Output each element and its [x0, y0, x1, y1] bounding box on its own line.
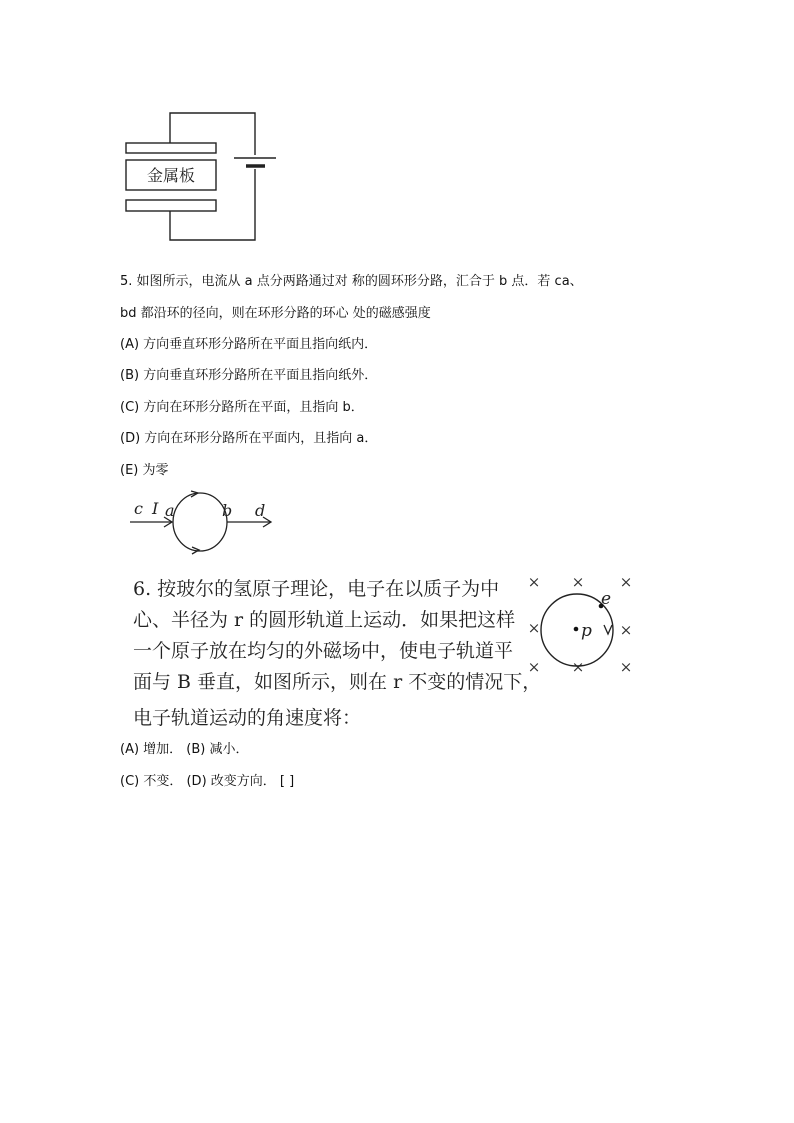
q6-stem-line4: 面与 B 垂直，如图所示，则在 r 不变的情况下，	[133, 671, 542, 693]
top-wire	[170, 113, 255, 155]
field-cross: ×	[619, 573, 633, 591]
orbit-field-figure	[520, 570, 640, 680]
field-cross: ×	[619, 658, 633, 676]
label-c: c	[134, 499, 143, 518]
q5-option-c: (C) 方向在环形分路所在平面，且指向 b．	[120, 400, 364, 415]
label-p: p	[581, 621, 592, 641]
q6-stem-line1: 6. 按玻尔的氢原子理论，电子在以质子为中	[133, 578, 500, 600]
field-cross: ×	[571, 658, 585, 676]
ring-circuit-figure	[128, 490, 278, 560]
proton-dot	[574, 627, 579, 632]
q5-stem-line1: 5. 如图所示，电流从 a 点分两路通过对 称的圆环形分路，汇合于 b 点．若 ca、	[120, 274, 583, 289]
q5-option-a: (A) 方向垂直环形分路所在平面且指向纸内．	[120, 337, 378, 352]
q6-options-line1: (A) 增加． (B) 减小．	[120, 742, 249, 757]
field-cross: ×	[571, 573, 585, 591]
field-cross: ×	[527, 658, 541, 676]
orbit-direction-arrow	[604, 625, 612, 634]
q6-stem-line5: 电子轨道运动的角速度将：	[133, 707, 362, 729]
label-e: e	[601, 589, 612, 609]
capacitor-figure	[120, 105, 280, 245]
label-d: d	[255, 501, 266, 520]
ring	[173, 493, 227, 551]
q5-option-e: (E) 为零	[120, 463, 169, 478]
label-a: a	[165, 501, 175, 520]
field-cross: ×	[619, 621, 633, 639]
field-cross: ×	[527, 619, 541, 637]
field-cross: ×	[527, 573, 541, 591]
label-b: b	[222, 501, 233, 520]
q5-stem-line2: bd 都沿环的径向，则在环形分路的环心 处的磁感强度	[120, 306, 431, 321]
q5-option-b: (B) 方向垂直环形分路所在平面且指向纸外．	[120, 368, 378, 383]
label-I: I	[152, 499, 159, 518]
q6-stem-line3: 一个原子放在均匀的外磁场中，使电子轨道平	[133, 640, 514, 662]
q6-stem-line2: 心、半径为 r 的圆形轨道上运动．如果把这样	[133, 609, 516, 631]
q5-option-d: (D) 方向在环形分路所在平面内，且指向 a．	[120, 431, 378, 446]
metal-plate-label: 金属板	[146, 166, 196, 185]
q6-options-line2: (C) 不变． (D) 改变方向． [ ]	[120, 774, 295, 789]
top-plate	[126, 143, 216, 153]
bottom-plate	[126, 200, 216, 211]
